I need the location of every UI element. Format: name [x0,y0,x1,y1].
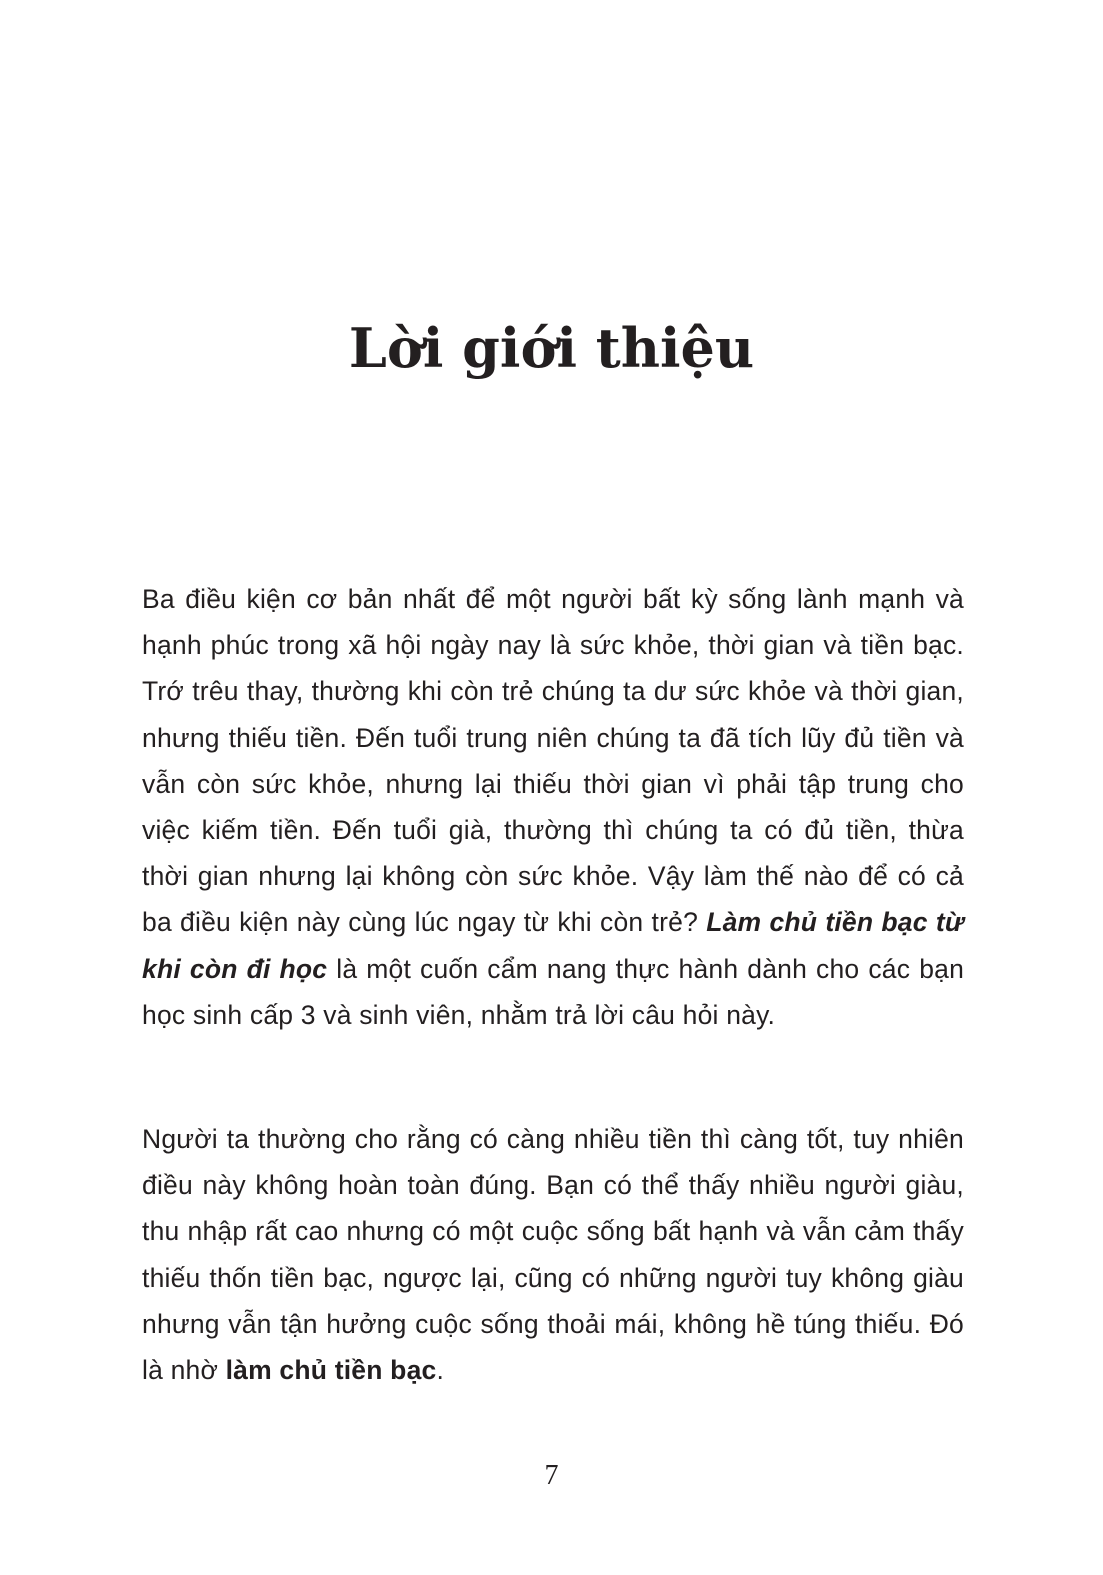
paragraph-1-text-before: Ba điều kiện cơ bản nhất để một người bất kỳ sống lành mạnh và hạnh phúc trong xã hội ngày nay là sức khỏe, thời gian và tiền bạc. Trớ trêu thay, thường khi còn trẻ chúng ta dư sức khỏe và thời gian, nhưng thiếu tiền. Đến tuổi trung niên chúng ta đã tích lũy đủ tiền và vẫn còn sức khỏe, nhưng lại thiếu thời gian vì phải tập trung cho việc kiếm tiền. Đến tuổi già, thường thì chúng ta có đủ tiền, thừa thời gian nhưng lại không còn sức khỏe. Vậy làm thế nào để có cả ba điều kiện này cùng lúc ngay từ khi còn trẻ? [142,584,964,938]
chapter-title: Lời giới thiệu [348,316,755,380]
money-mastery-emphasis: làm chủ tiền bạc [225,1355,437,1386]
paragraph-2 [142,1116,964,1393]
paragraph-2-text-before: Người ta thường cho rằng có càng nhiều tiền thì càng tốt, tuy nhiên điều này không hoàn toàn đúng. Bạn có thể thấy nhiều người giàu, thu nhập rất cao nhưng có một cuộc sống bất hạnh và vẫn cảm thấy thiếu thốn tiền bạc, ngược lại, cũng có những người tuy không giàu nhưng vẫn tận hưởng cuộc sống thoải mái, không hề túng thiếu. Đó là nhờ [142,1124,964,1386]
book-title-emphasis: Làm chủ tiền bạc từ khi còn đi học [142,907,964,984]
paragraph-1 [142,576,964,1038]
page-number: 7 [544,1460,559,1491]
paragraph-1-text-after: là một cuốn cẩm nang thực hành dành cho các bạn học sinh cấp 3 và sinh viên, nhằm trả lời câu hỏi này. [142,953,965,1030]
paragraph-2-text-after: . [436,1355,445,1386]
